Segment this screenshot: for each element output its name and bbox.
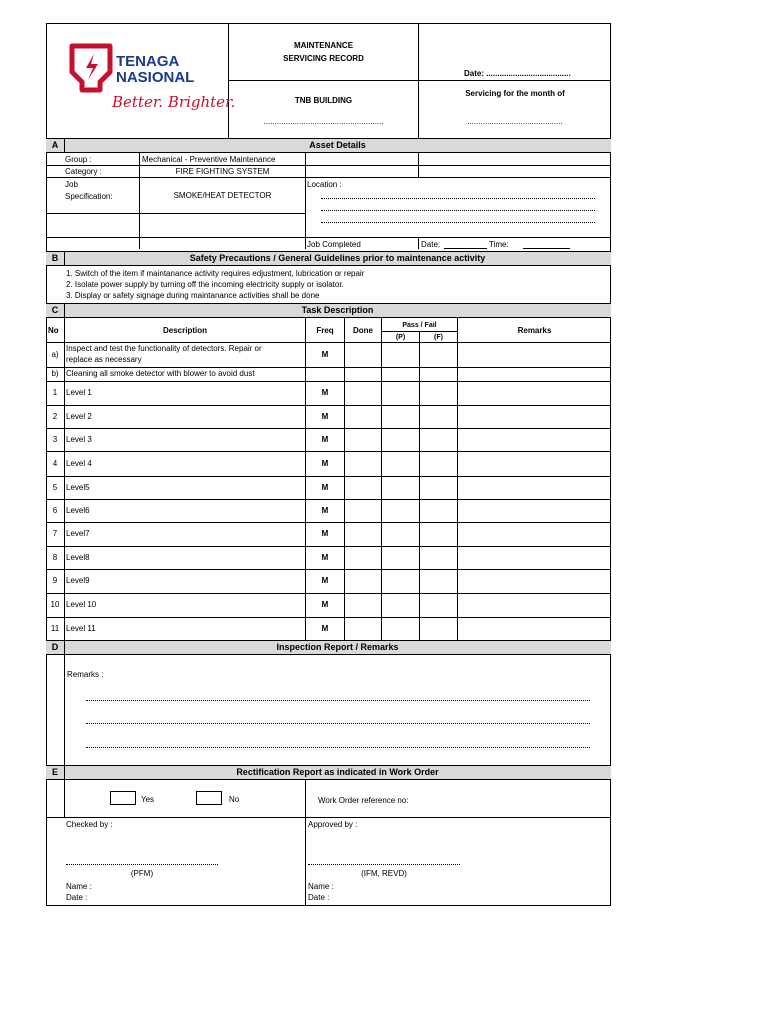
checked-by-label: Checked by : — [66, 820, 113, 829]
task-row-fail-cell[interactable] — [420, 429, 457, 451]
task-row-fail-cell[interactable] — [420, 452, 457, 476]
task-row-description: Level 1 — [66, 388, 92, 397]
task-row-pass-cell[interactable] — [382, 523, 419, 546]
task-row-pass-cell[interactable] — [382, 570, 419, 593]
task-row-number: a) — [51, 349, 59, 359]
location-line-1[interactable] — [321, 198, 595, 199]
task-row-pass-cell[interactable] — [382, 594, 419, 617]
location-label: Location : — [307, 180, 342, 189]
divider — [418, 237, 419, 249]
task-row-description: Level6 — [66, 505, 90, 515]
logo-tagline: Better. Brighter. — [112, 93, 236, 111]
task-row-pass-cell[interactable] — [382, 500, 419, 522]
task-row-description: Level 10 — [66, 600, 97, 609]
checked-date-label: Date : — [66, 893, 88, 902]
task-row-frequency: M — [321, 600, 329, 609]
task-row-remarks-cell[interactable] — [458, 523, 610, 546]
task-row-done-cell[interactable] — [345, 618, 381, 640]
guideline-item: 2. Isolate power supply by turning off the incoming electricity supply or isolator. — [66, 280, 344, 289]
company-logo — [66, 40, 236, 120]
task-row-description-cont: replace as necessary — [66, 355, 142, 364]
divider — [64, 640, 65, 765]
section-c-letter: C — [51, 305, 59, 315]
yes-checkbox[interactable] — [110, 791, 136, 805]
col-header-description: Description — [162, 326, 207, 335]
task-row-done-cell[interactable] — [345, 477, 381, 499]
task-row-number: 7 — [52, 529, 58, 538]
task-row-frequency: M — [321, 349, 329, 359]
form-title-line2: SERVICING RECORD — [283, 54, 364, 63]
task-row-description: Level 3 — [66, 434, 92, 444]
section-e-title: Rectification Report as indicated in Work Order — [236, 767, 439, 777]
month-label: Servicing for the month of — [465, 89, 565, 98]
task-row-description: Level8 — [66, 552, 90, 562]
divider — [418, 153, 419, 177]
yes-label: Yes — [141, 795, 155, 804]
task-row-number: 8 — [52, 552, 58, 562]
task-row-frequency: M — [321, 623, 329, 633]
task-row-remarks-cell[interactable] — [458, 477, 610, 499]
task-row-remarks-cell[interactable] — [458, 368, 610, 381]
section-c-title: Task Description — [301, 305, 374, 315]
completed-time-label: Time: — [489, 240, 509, 249]
task-row-number: 11 — [50, 623, 60, 633]
task-row-done-cell[interactable] — [345, 429, 381, 451]
group-label: Group : — [65, 155, 92, 164]
task-row-description: Inspect and test the functionality of detectors. Repair or — [66, 344, 262, 353]
task-row-description: Level5 — [66, 482, 90, 492]
task-row-description: Cleaning all smoke detector with blower to avoid dust — [66, 369, 255, 378]
approved-date-label: Date : — [308, 893, 330, 902]
task-row-description: Level9 — [66, 576, 90, 585]
task-row-done-cell[interactable] — [345, 368, 381, 381]
task-row-fail-cell[interactable] — [420, 382, 457, 405]
work-order-label: Work Order reference no: — [318, 796, 409, 805]
specification-value: SMOKE/HEAT DETECTOR — [173, 191, 272, 200]
task-row-fail-cell[interactable] — [420, 406, 457, 428]
group-value: Mechanical - Preventive Maintenance — [142, 155, 276, 164]
job-completed-label: Job Completed — [307, 240, 361, 249]
task-row-done-cell[interactable] — [345, 406, 381, 428]
checked-name-label: Name : — [66, 882, 92, 891]
remarks-line-3[interactable] — [86, 747, 590, 748]
task-row-done-cell[interactable] — [345, 523, 381, 546]
job-label: Job — [65, 180, 78, 189]
task-row-number: 5 — [52, 482, 58, 492]
remarks-line-1[interactable] — [86, 700, 590, 701]
task-row-done-cell[interactable] — [345, 570, 381, 593]
task-row-pass-cell[interactable] — [382, 547, 419, 569]
divider — [228, 80, 611, 81]
divider — [46, 213, 305, 214]
task-row-remarks-cell[interactable] — [458, 618, 610, 640]
section-b-letter: B — [51, 253, 59, 263]
divider — [305, 780, 306, 817]
task-row-fail-cell[interactable] — [420, 618, 457, 640]
task-row-number: 2 — [52, 411, 58, 421]
task-row-fail-cell[interactable] — [420, 570, 457, 593]
col-header-passfail: Pass / Fail — [402, 322, 437, 329]
divider — [46, 237, 611, 238]
col-header-freq: Freq — [316, 326, 334, 335]
location-line-3[interactable] — [321, 222, 595, 223]
task-row-number: 9 — [52, 576, 58, 585]
task-row-frequency: M — [321, 388, 329, 397]
task-row-done-cell[interactable] — [345, 382, 381, 405]
month-dots[interactable]: ........................................... — [467, 117, 563, 126]
completed-date-label: Date: — [421, 240, 441, 249]
task-row-remarks-cell[interactable] — [458, 429, 610, 451]
no-checkbox[interactable] — [196, 791, 222, 805]
form-title-line1: MAINTENANCE — [293, 41, 354, 50]
task-row-description: Level 11 — [66, 623, 96, 633]
header-date-field[interactable]: Date: ...................................... — [464, 69, 571, 78]
task-row-remarks-cell[interactable] — [458, 343, 610, 367]
task-row-done-cell[interactable] — [345, 452, 381, 476]
ifm-signature-line[interactable] — [308, 864, 460, 865]
col-header-remarks: Remarks — [517, 326, 552, 335]
task-row-frequency: M — [321, 434, 329, 444]
task-row-done-cell[interactable] — [345, 547, 381, 569]
task-row-remarks-cell[interactable] — [458, 406, 610, 428]
task-row-frequency: M — [321, 505, 329, 515]
col-header-no: No — [48, 326, 59, 335]
guideline-item: 1. Switch of the item if maintanance activity requires edjustment, lubrication or repair — [66, 269, 365, 278]
section-a-title: Asset Details — [309, 140, 366, 150]
task-row-frequency: M — [321, 411, 329, 421]
building-name: TNB BUILDING — [294, 96, 353, 105]
task-row-number: b) — [51, 369, 59, 378]
task-row-fail-cell[interactable] — [420, 343, 457, 367]
task-row-frequency: M — [321, 458, 329, 468]
task-row-number: 3 — [52, 434, 58, 444]
pfm-signature-line[interactable] — [66, 864, 218, 865]
task-row-pass-cell[interactable] — [382, 452, 419, 476]
divider — [305, 153, 306, 249]
specification-label: Specification: — [65, 192, 113, 201]
section-b-title: Safety Precautions / General Guidelines prior to maintenance activity — [189, 253, 486, 263]
tnb-logo-icon — [66, 42, 116, 98]
task-row-frequency: M — [321, 576, 329, 585]
task-row-done-cell[interactable] — [345, 343, 381, 367]
task-row-remarks-cell[interactable] — [458, 382, 610, 405]
section-d-title: Inspection Report / Remarks — [276, 642, 399, 652]
logo-line1: TENAGA — [116, 53, 180, 70]
category-value: FIRE FIGHTING SYSTEM — [175, 167, 270, 176]
col-header-fail: (F) — [434, 334, 443, 341]
col-header-done: Done — [353, 326, 373, 335]
task-row-pass-cell[interactable] — [382, 477, 419, 499]
task-row-number: 6 — [52, 505, 58, 515]
task-row-number: 1 — [52, 388, 58, 397]
divider — [305, 817, 306, 906]
section-a-letter: A — [51, 140, 59, 150]
task-row-done-cell[interactable] — [345, 500, 381, 522]
task-row-pass-cell[interactable] — [382, 368, 419, 381]
completed-time-line[interactable] — [523, 248, 570, 249]
ifm-label: (IFM, REVD) — [361, 869, 407, 878]
task-row-fail-cell[interactable] — [420, 594, 457, 617]
divider — [46, 817, 611, 818]
task-row-frequency: M — [321, 552, 329, 562]
task-row-pass-cell[interactable] — [382, 618, 419, 640]
task-row-fail-cell[interactable] — [420, 500, 457, 522]
task-row-description: Level 4 — [66, 458, 92, 468]
task-row-description: Level7 — [66, 529, 90, 538]
section-d-letter: D — [51, 642, 59, 652]
guideline-item: 3. Display or safety signage during maintanance activities shall be done — [66, 291, 320, 300]
no-label: No — [229, 795, 240, 804]
task-row-fail-cell[interactable] — [420, 368, 457, 381]
task-row-pass-cell[interactable] — [382, 429, 419, 451]
logo-line2: NASIONAL — [116, 69, 195, 86]
task-row-fail-cell[interactable] — [420, 523, 457, 546]
task-row-description: Level 2 — [66, 411, 92, 421]
task-row-remarks-cell[interactable] — [458, 570, 610, 593]
category-label: Category : — [65, 167, 102, 176]
task-row-fail-cell[interactable] — [420, 547, 457, 569]
divider — [46, 177, 611, 178]
task-row-remarks-cell[interactable] — [458, 594, 610, 617]
building-dots: ...................................................... — [263, 117, 384, 126]
remarks-label: Remarks : — [67, 670, 104, 679]
task-row-fail-cell[interactable] — [420, 477, 457, 499]
task-row-remarks-cell[interactable] — [458, 452, 610, 476]
approved-by-label: Approved by : — [308, 820, 358, 829]
task-row-pass-cell[interactable] — [382, 382, 419, 405]
task-row-remarks-cell[interactable] — [458, 547, 610, 569]
col-header-pass: (P) — [395, 334, 406, 341]
approved-name-label: Name : — [308, 882, 334, 891]
task-row-frequency: M — [321, 482, 329, 492]
task-row-done-cell[interactable] — [345, 594, 381, 617]
task-row-remarks-cell[interactable] — [458, 500, 610, 522]
task-row-number: 4 — [52, 458, 58, 468]
task-row-pass-cell[interactable] — [382, 406, 419, 428]
task-row-pass-cell[interactable] — [382, 343, 419, 367]
location-line-2[interactable] — [321, 210, 595, 211]
task-row-number: 10 — [50, 600, 60, 609]
pfm-label: (PFM) — [130, 869, 154, 878]
divider — [46, 165, 611, 166]
task-row-frequency: M — [321, 529, 329, 538]
remarks-line-2[interactable] — [86, 723, 590, 724]
completed-date-line[interactable] — [444, 248, 487, 249]
section-e-letter: E — [51, 767, 58, 777]
